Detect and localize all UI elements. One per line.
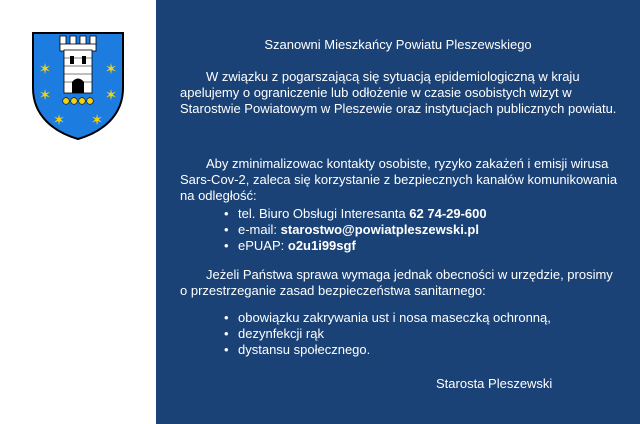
- svg-text:✶: ✶: [38, 60, 52, 78]
- coat-of-arms-icon: [30, 30, 126, 142]
- list-item: [224, 326, 551, 342]
- contact-email-label: e-mail:: [238, 222, 278, 237]
- rule-disinfection: dezynfekcji rąk: [238, 326, 324, 341]
- list-item: [224, 342, 551, 358]
- paragraph-appeal: W związku z pogarszającą się sytuacją epidemiologiczną w kraju apelujemy o ograniczenie lub odłożenie w czasie osobistych wizyt w Starostwie Powiatowym w Pleszewie oraz instytucjach publicznych powiatu.: [180, 69, 617, 116]
- svg-text:✶: ✶: [52, 111, 66, 129]
- contact-phone-label: tel. Biuro Obsługi Interesanta: [238, 206, 406, 221]
- list-item: [224, 206, 487, 222]
- svg-text:✶: ✶: [104, 60, 118, 78]
- svg-text:✶: ✶: [38, 86, 52, 104]
- contact-email-value: starostwo@powiatpleszewski.pl: [280, 222, 479, 237]
- notice-panel: [156, 0, 640, 424]
- logo-panel: [0, 0, 156, 424]
- paragraph-contact-intro: Aby zminimalizowac kontakty osobiste, ryzyko zakażeń i emisji wirusa Sars-Cov-2, zaleca się korzystanie z bezpiecznych kanałów komunikowania na odległość:: [180, 156, 618, 203]
- rules-list: [224, 310, 551, 358]
- svg-text:✶: ✶: [90, 111, 104, 129]
- paragraph-sanitary: Jeżeli Państwa sprawa wymaga jednak obecności w urzędzie, prosimy o przestrzeganie zasad bezpieczeństwa sanitarnego:: [180, 267, 613, 298]
- contact-epuap-value: o2u1i99sgf: [287, 238, 356, 253]
- svg-text:✶: ✶: [104, 86, 118, 104]
- list-item: [224, 222, 487, 238]
- rule-masks: obowiązku zakrywania ust i nosa maseczką ochronną,: [238, 310, 551, 325]
- contact-epuap-label: ePUAP:: [238, 238, 285, 253]
- signature: Starosta Pleszewski: [436, 376, 553, 391]
- rule-distance: dystansu społecznego.: [238, 342, 371, 357]
- contact-list: [224, 206, 487, 254]
- notice-heading: Szanowni Mieszkańcy Powiatu Pleszewskiego: [264, 37, 532, 52]
- list-item: [224, 238, 487, 254]
- contact-phone-value: 62 74-29-600: [409, 206, 487, 221]
- list-item: [224, 310, 551, 326]
